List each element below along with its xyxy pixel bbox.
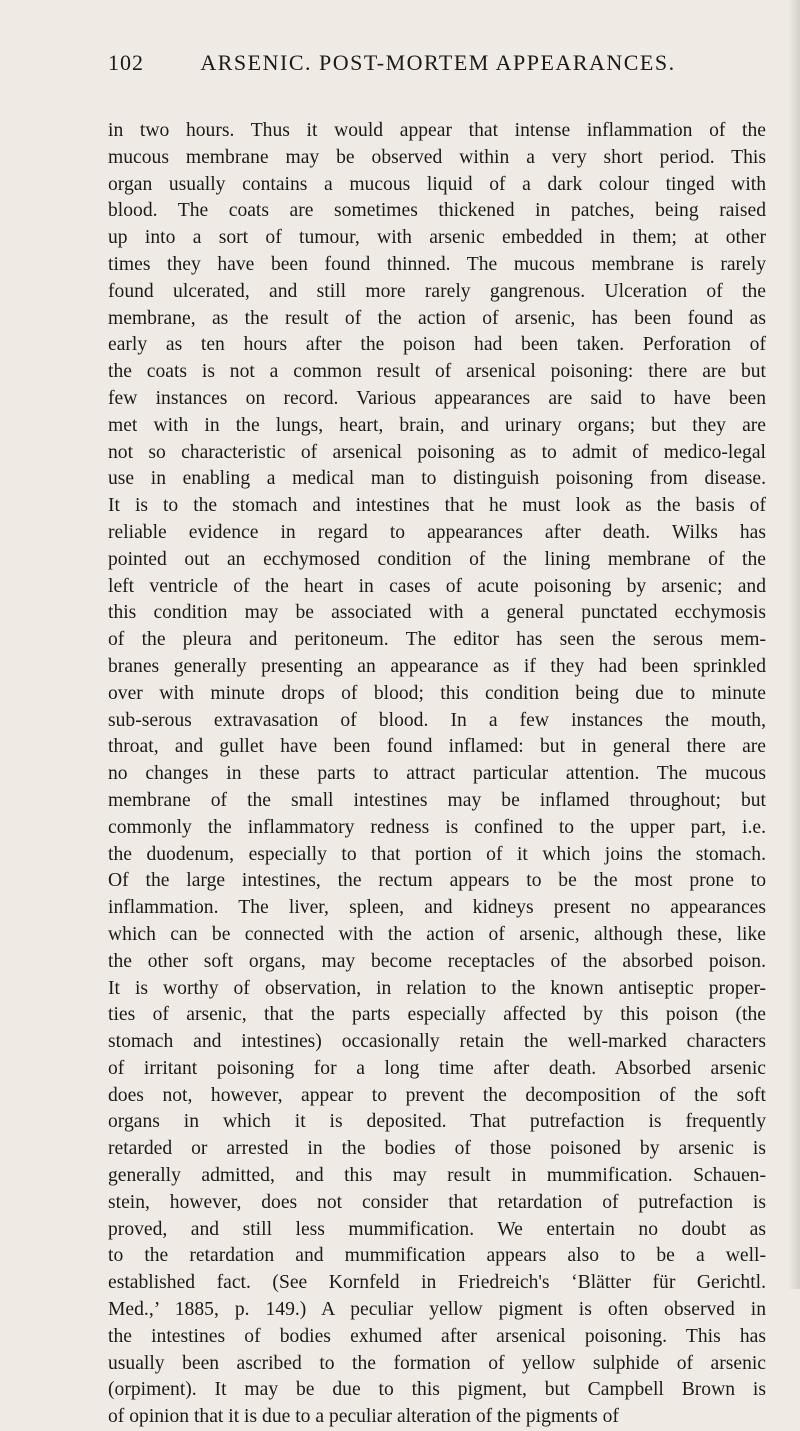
- page-number: 102: [108, 50, 144, 75]
- line: in two hours. Thus it would appear that intense inflammation of the: [108, 120, 766, 141]
- line: up into a sort of tumour, with arsenic embedded in them; at other: [108, 227, 766, 249]
- line: proved, and still less mummification. We entertain no doubt as: [108, 1218, 766, 1240]
- line: no changes in these parts to attract particular attention. The mucous: [108, 763, 766, 785]
- line: left ventricle of the heart in cases of acute poisoning by arsenic; and: [108, 575, 766, 597]
- line: branes generally presenting an appearance as if they had been sprinkled: [108, 655, 766, 677]
- line: met with in the lungs, heart, brain, and urinary organs; but they are: [108, 414, 766, 436]
- line: stomach and intestines) occasionally retain the well-marked characters: [108, 1031, 766, 1053]
- line: times they have been found thinned. The mucous membrane is rarely: [108, 253, 766, 275]
- line: Med.,’ 1885, p. 149.) A peculiar yellow pigment is often observed in: [108, 1299, 766, 1321]
- line: throat, and gullet have been found inflamed: but in general there are: [108, 736, 766, 758]
- line: It is worthy of observation, in relation to the known antiseptic proper-: [108, 977, 766, 999]
- line: the coats is not a common result of arsenical poisoning: there are but: [108, 361, 766, 383]
- line: found ulcerated, and still more rarely gangrenous. Ulceration of the: [108, 280, 766, 302]
- line: not so characteristic of arsenical poisoning as to admit of medico-legal: [108, 441, 766, 463]
- line: stein, however, does not consider that retardation of putrefaction is: [108, 1191, 766, 1213]
- line: the other soft organs, may become receptacles of the absorbed poison.: [108, 950, 766, 972]
- line: few instances on record. Various appearances are said to have been: [108, 387, 766, 409]
- line: to the retardation and mummification appears also to be a well-: [108, 1245, 766, 1267]
- line: retarded or arrested in the bodies of those poisoned by arsenic is: [108, 1138, 766, 1160]
- line: ties of arsenic, that the parts especially affected by this poison (the: [108, 1004, 766, 1026]
- page-edge-shadow: [788, 0, 800, 1289]
- line: commonly the inflammatory redness is confined to the upper part, i.e.: [108, 816, 766, 838]
- line: this condition may be associated with a general punctated ecchymosis: [108, 602, 766, 624]
- running-title: ARSENIC. POST-MORTEM APPEARANCES.: [200, 50, 676, 75]
- line: pointed out an ecchymosed condition of the lining membrane of the: [108, 548, 766, 570]
- line: of opinion that it is due to a peculiar alteration of the pigments of: [108, 1406, 619, 1428]
- line: over with minute drops of blood; this condition being due to minute: [108, 682, 766, 704]
- line: inflammation. The liver, spleen, and kidneys present no appearances: [108, 897, 766, 919]
- line: mucous membrane may be observed within a very short period. This: [108, 146, 766, 168]
- body-paragraph: [108, 118, 766, 1431]
- line: blood. The coats are sometimes thickened in patches, being raised: [108, 200, 766, 222]
- line: reliable evidence in regard to appearances after death. Wilks has: [108, 521, 766, 543]
- line: which can be connected with the action of arsenic, although these, like: [108, 923, 766, 945]
- line: the intestines of bodies exhumed after arsenical poisoning. This has: [108, 1325, 766, 1347]
- line: established fact. (See Kornfeld in Friedreich's ‘Blätter für Gerichtl.: [108, 1272, 766, 1294]
- line: It is to the stomach and intestines that he must look as the basis of: [108, 495, 766, 517]
- line: organ usually contains a mucous liquid of a dark colour tinged with: [108, 173, 766, 195]
- line: of irritant poisoning for a long time after death. Absorbed arsenic: [108, 1057, 766, 1079]
- line: the duodenum, especially to that portion of it which joins the stomach.: [108, 843, 766, 865]
- line: Of the large intestines, the rectum appears to be the most prone to: [108, 870, 766, 892]
- line: usually been ascribed to the formation of yellow sulphide of arsenic: [108, 1352, 766, 1374]
- line: membrane, as the result of the action of arsenic, has been found as: [108, 307, 766, 329]
- line: use in enabling a medical man to distinguish poisoning from disease.: [108, 468, 766, 490]
- line: sub-serous extravasation of blood. In a few instances the mouth,: [108, 709, 766, 731]
- line: of the pleura and peritoneum. The editor has seen the serous mem-: [108, 629, 766, 651]
- line: organs in which it is deposited. That putrefaction is frequently: [108, 1111, 766, 1133]
- line: membrane of the small intestines may be inflamed throughout; but: [108, 789, 766, 811]
- line: (orpiment). It may be due to this pigment, but Campbell Brown is: [108, 1379, 766, 1401]
- line: early as ten hours after the poison had been taken. Perforation of: [108, 334, 766, 356]
- line: generally admitted, and this may result in mummification. Schauen-: [108, 1165, 766, 1187]
- line: does not, however, appear to prevent the decomposition of the soft: [108, 1084, 766, 1106]
